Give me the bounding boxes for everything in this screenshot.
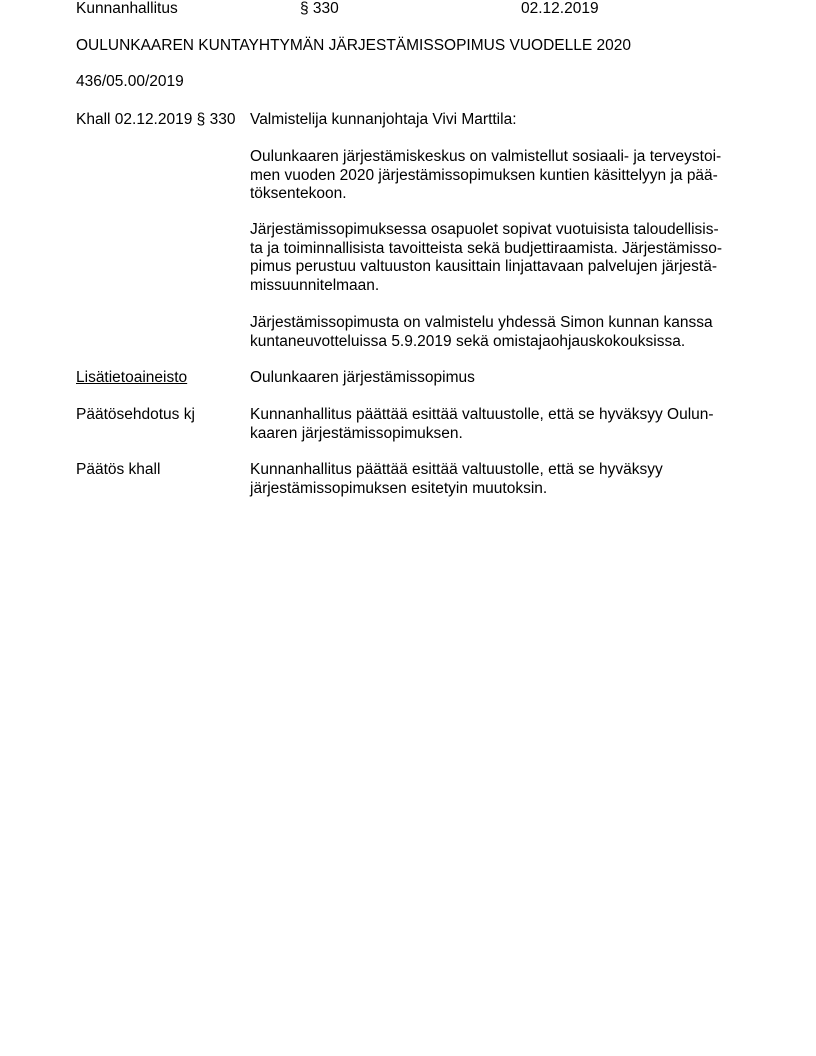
proposal-line: kaaren järjestämissopimuksen. xyxy=(250,424,463,442)
additional-info-label[interactable]: Lisätietoaineisto xyxy=(76,369,188,386)
proposal-label: Päätösehdotus kj xyxy=(76,406,195,423)
record-number: 436/05.00/2019 xyxy=(76,73,184,90)
meeting-body: Kunnanhallitus xyxy=(76,0,178,17)
paragraph-line: Oulunkaaren järjestämiskeskus on valmistellut sosiaali- ja terveystoi- xyxy=(250,148,722,165)
preparation-paragraph-1 xyxy=(250,148,750,204)
preparation-label: Khall 02.12.2019 § 330 xyxy=(76,111,236,128)
decision-line: järjestämissopimuksen esitetyin muutoksin. xyxy=(250,479,548,497)
paragraph-line: kuntaneuvotteluissa 5.9.2019 sekä omistajaohjauskokouksissa. xyxy=(250,332,686,350)
decision-text xyxy=(250,461,750,498)
meeting-date: 02.12.2019 xyxy=(521,0,599,17)
document-title: OULUNKAAREN KUNTAYHTYMÄN JÄRJESTÄMISSOPIMUS VUODELLE 2020 xyxy=(76,37,631,54)
proposal-line: Kunnanhallitus päättää esittää valtuustolle, että se hyväksyy Oulun- xyxy=(250,406,714,423)
paragraph-line: töksentekoon. xyxy=(250,185,347,202)
section-number: § 330 xyxy=(300,0,339,17)
paragraph-line: Järjestämissopimusta on valmistelu yhdessä Simon kunnan kanssa xyxy=(250,314,713,331)
additional-info-value: Oulunkaaren järjestämissopimus xyxy=(250,369,475,386)
paragraph-line: Järjestämissopimuksessa osapuolet sopivat vuotuisista taloudellisis- xyxy=(250,221,719,238)
preparer-line: Valmistelija kunnanjohtaja Vivi Marttila: xyxy=(250,111,517,128)
preparation-paragraph-3 xyxy=(250,314,750,351)
paragraph-line: missuunnitelmaan. xyxy=(250,276,380,294)
decision-line: Kunnanhallitus päättää esittää valtuustolle, että se hyväksyy xyxy=(250,461,663,478)
paragraph-line: pimus perustuu valtuuston kausittain linjattavaan palvelujen järjestä- xyxy=(250,258,717,275)
paragraph-line: men vuoden 2020 järjestämissopimuksen kuntien käsittelyyn ja pää- xyxy=(250,166,718,184)
paragraph-line: ta ja toiminnallisista tavoitteista sekä budjettiraamista. Järjestämisso- xyxy=(250,239,723,257)
decision-label: Päätös khall xyxy=(76,461,161,478)
preparation-paragraph-2 xyxy=(250,221,750,295)
proposal-text xyxy=(250,406,750,443)
